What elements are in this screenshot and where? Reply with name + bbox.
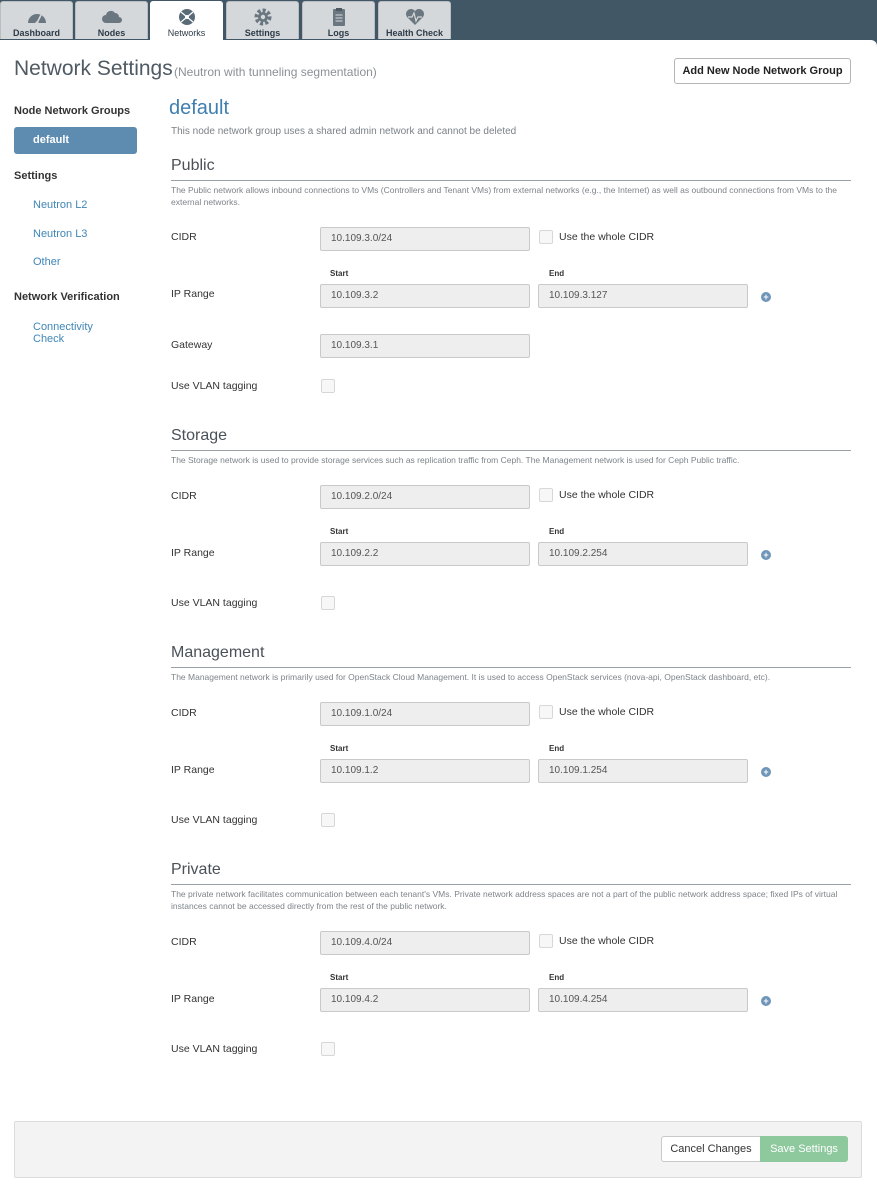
- section-divider: [171, 180, 851, 181]
- range-start-heading: Start: [330, 269, 349, 278]
- ip-range-label: IP Range: [171, 547, 215, 559]
- whole-cidr-checkbox[interactable]: [539, 934, 553, 948]
- cidr-input[interactable]: 10.109.3.0/24: [320, 227, 530, 251]
- whole-cidr-label: Use the whole CIDR: [559, 935, 655, 947]
- section-title: Private: [171, 861, 221, 878]
- range-end-input[interactable]: 10.109.2.254: [538, 542, 748, 566]
- cloud-icon: [101, 7, 123, 27]
- range-end-heading: End: [549, 269, 565, 278]
- range-end-heading: End: [549, 744, 565, 753]
- range-start-input[interactable]: 10.109.3.2: [320, 284, 530, 308]
- range-end-input[interactable]: 10.109.3.127: [538, 284, 748, 308]
- tab-label: Nodes: [97, 28, 126, 38]
- sidebar-item-neutron-l3[interactable]: Neutron L3: [33, 228, 88, 240]
- range-end-heading: End: [549, 527, 565, 536]
- dashboard-icon: [26, 7, 48, 27]
- group-title: default: [169, 97, 230, 119]
- whole-cidr-checkbox[interactable]: [539, 488, 553, 502]
- add-range-icon[interactable]: +: [761, 292, 771, 302]
- sidebar-item-default[interactable]: default: [14, 127, 137, 154]
- tab-health-check[interactable]: [378, 1, 451, 39]
- top-navigation: [0, 0, 877, 40]
- cidr-label: CIDR: [171, 231, 197, 243]
- gateway-input[interactable]: 10.109.3.1: [320, 334, 530, 358]
- clipboard-icon: [328, 7, 350, 27]
- ip-range-label: IP Range: [171, 288, 215, 300]
- section-description: The Storage network is used to provide storage services such as replication traffic from Ceph. The Management network is used for Ceph Public traffic.: [171, 455, 740, 465]
- ip-range-label: IP Range: [171, 764, 215, 776]
- cidr-input[interactable]: 10.109.4.0/24: [320, 931, 530, 955]
- footer-actions: [14, 1121, 862, 1178]
- section-private: [171, 861, 851, 1061]
- tab-label: Logs: [327, 28, 350, 38]
- sidebar-item-other[interactable]: Other: [33, 256, 61, 268]
- range-end-heading: End: [549, 973, 565, 982]
- add-node-network-group-button[interactable]: Add New Node Network Group: [674, 58, 851, 84]
- range-end-input[interactable]: 10.109.1.254: [538, 759, 748, 783]
- vlan-label: Use VLAN tagging: [171, 597, 258, 609]
- vlan-label: Use VLAN tagging: [171, 814, 258, 826]
- section-title: Storage: [171, 427, 228, 444]
- range-start-heading: Start: [330, 527, 349, 536]
- tab-label: Health Check: [385, 28, 444, 38]
- page-subtitle: (Neutron with tunneling segmentation): [174, 65, 377, 79]
- add-range-icon[interactable]: +: [761, 550, 771, 560]
- add-range-icon[interactable]: +: [761, 767, 771, 777]
- range-start-input[interactable]: 10.109.1.2: [320, 759, 530, 783]
- cancel-changes-button[interactable]: Cancel Changes: [661, 1136, 761, 1162]
- save-settings-button[interactable]: Save Settings: [760, 1136, 848, 1162]
- whole-cidr-label: Use the whole CIDR: [559, 231, 655, 243]
- whole-cidr-label: Use the whole CIDR: [559, 706, 655, 718]
- heartbeat-icon: [404, 7, 426, 27]
- group-note: This node network group uses a shared admin network and cannot be deleted: [171, 126, 517, 137]
- tab-label: Dashboard: [12, 28, 60, 38]
- range-end-input[interactable]: 10.109.4.254: [538, 988, 748, 1012]
- cidr-label: CIDR: [171, 936, 197, 948]
- sidebar-heading-verification: Network Verification: [14, 291, 120, 303]
- section-description: The Management network is primarily used for OpenStack Cloud Management. It is used to access OpenStack services (nova-api, OpenStack dashboard, etc).: [171, 672, 771, 682]
- tab-settings[interactable]: [226, 1, 299, 39]
- section-divider: [171, 450, 851, 451]
- section-storage: [171, 427, 851, 617]
- vlan-checkbox[interactable]: [321, 813, 335, 827]
- main-panel: [0, 40, 877, 1192]
- sidebar-heading-settings: Settings: [14, 170, 58, 182]
- cidr-label: CIDR: [171, 490, 197, 502]
- cidr-input[interactable]: 10.109.2.0/24: [320, 485, 530, 509]
- section-title: Public: [171, 157, 215, 174]
- sidebar-heading-groups: Node Network Groups: [14, 105, 131, 117]
- section-divider: [171, 667, 851, 668]
- gear-icon: [252, 7, 274, 27]
- add-range-icon[interactable]: +: [761, 996, 771, 1006]
- cidr-input[interactable]: 10.109.1.0/24: [320, 702, 530, 726]
- section-public: [171, 157, 851, 397]
- tab-nodes[interactable]: [75, 1, 148, 39]
- sidebar-item-connectivity-check[interactable]: Connectivity Check: [33, 321, 93, 345]
- section-description: The Public network allows inbound connections to VMs (Controllers and Tenant VMs) from external networks (e.g., the Internet) as well as outbound connections from VMs to the external networks.: [171, 185, 838, 207]
- globe-icon: [176, 7, 198, 27]
- tab-dashboard[interactable]: [0, 1, 73, 39]
- vlan-checkbox[interactable]: [321, 596, 335, 610]
- range-start-input[interactable]: 10.109.4.2: [320, 988, 530, 1012]
- gateway-label: Gateway: [171, 339, 213, 351]
- section-management: [171, 644, 851, 834]
- section-description: The private network facilitates communication between each tenant's VMs. Private network address spaces are not a part of the public network address space; fixed IPs of virtual instances cannot be accessed directly from the rest of the public network.: [171, 889, 838, 911]
- sidebar-item-neutron-l2[interactable]: Neutron L2: [33, 199, 88, 211]
- whole-cidr-checkbox[interactable]: [539, 705, 553, 719]
- tab-networks[interactable]: [150, 1, 223, 41]
- range-start-input[interactable]: 10.109.2.2: [320, 542, 530, 566]
- whole-cidr-checkbox[interactable]: [539, 230, 553, 244]
- vlan-label: Use VLAN tagging: [171, 1043, 258, 1055]
- range-start-heading: Start: [330, 744, 349, 753]
- tab-label: Networks: [167, 28, 206, 38]
- cidr-label: CIDR: [171, 707, 197, 719]
- page-title: Network Settings: [14, 57, 173, 80]
- ip-range-label: IP Range: [171, 993, 215, 1005]
- vlan-checkbox[interactable]: [321, 1042, 335, 1056]
- tab-logs[interactable]: [302, 1, 375, 39]
- range-start-heading: Start: [330, 973, 349, 982]
- section-divider: [171, 884, 851, 885]
- vlan-label: Use VLAN tagging: [171, 380, 258, 392]
- vlan-checkbox[interactable]: [321, 379, 335, 393]
- section-title: Management: [171, 644, 265, 661]
- whole-cidr-label: Use the whole CIDR: [559, 489, 655, 501]
- tab-label: Settings: [244, 28, 281, 38]
